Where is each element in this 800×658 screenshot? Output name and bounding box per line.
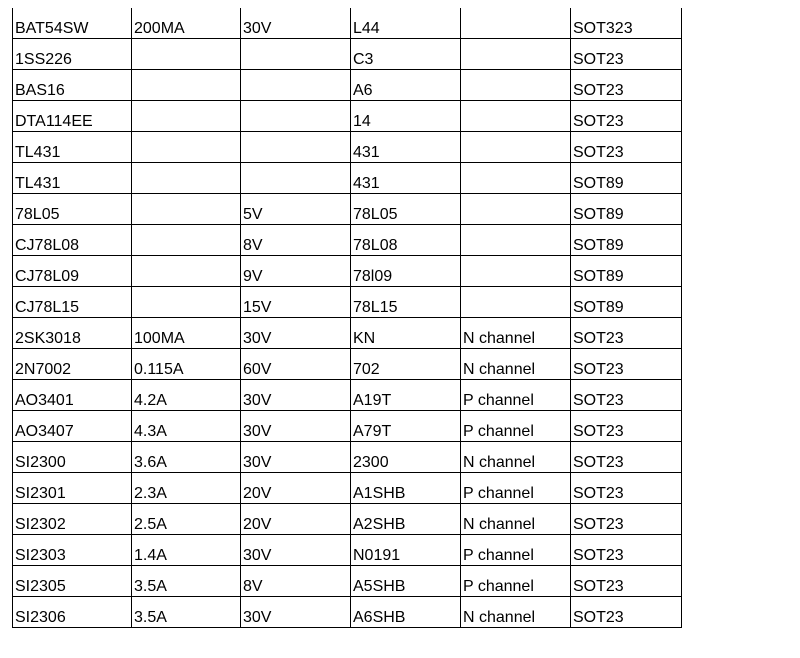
current-cell <box>132 38 241 69</box>
part-number-cell: DTA114EE <box>13 100 132 131</box>
marking-cell: A2SHB <box>351 503 461 534</box>
part-number-cell: AO3401 <box>13 379 132 410</box>
marking-cell: 78L08 <box>351 224 461 255</box>
table-row <box>13 8 682 38</box>
marking-cell: A79T <box>351 410 461 441</box>
package-cell: SOT23 <box>571 534 682 565</box>
marking-cell: A1SHB <box>351 472 461 503</box>
parts-table <box>12 8 682 628</box>
channel-cell <box>461 100 571 131</box>
table-row <box>13 38 682 69</box>
marking-cell: 14 <box>351 100 461 131</box>
channel-cell: N channel <box>461 503 571 534</box>
voltage-cell: 8V <box>241 565 351 596</box>
part-number-cell: SI2305 <box>13 565 132 596</box>
package-cell: SOT23 <box>571 348 682 379</box>
voltage-cell <box>241 162 351 193</box>
channel-cell <box>461 69 571 100</box>
part-number-cell: SI2303 <box>13 534 132 565</box>
package-cell: SOT89 <box>571 255 682 286</box>
part-number-cell: CJ78L15 <box>13 286 132 317</box>
voltage-cell: 30V <box>241 410 351 441</box>
table-row <box>13 410 682 441</box>
part-number-cell: CJ78L09 <box>13 255 132 286</box>
table-row <box>13 131 682 162</box>
voltage-cell: 8V <box>241 224 351 255</box>
marking-cell: L44 <box>351 8 461 38</box>
package-cell: SOT89 <box>571 162 682 193</box>
table-row <box>13 348 682 379</box>
current-cell <box>132 286 241 317</box>
part-number-cell: SI2306 <box>13 596 132 627</box>
table-row <box>13 193 682 224</box>
voltage-cell: 30V <box>241 379 351 410</box>
channel-cell: P channel <box>461 534 571 565</box>
channel-cell: P channel <box>461 565 571 596</box>
voltage-cell: 5V <box>241 193 351 224</box>
channel-cell: N channel <box>461 317 571 348</box>
part-number-cell: AO3407 <box>13 410 132 441</box>
package-cell: SOT23 <box>571 410 682 441</box>
channel-cell <box>461 255 571 286</box>
current-cell: 4.3A <box>132 410 241 441</box>
marking-cell: A6SHB <box>351 596 461 627</box>
part-number-cell: SI2300 <box>13 441 132 472</box>
package-cell: SOT89 <box>571 193 682 224</box>
current-cell: 3.5A <box>132 565 241 596</box>
marking-cell: 78l09 <box>351 255 461 286</box>
current-cell <box>132 162 241 193</box>
current-cell: 2.3A <box>132 472 241 503</box>
current-cell <box>132 69 241 100</box>
current-cell: 1.4A <box>132 534 241 565</box>
table-row <box>13 596 682 627</box>
package-cell: SOT89 <box>571 224 682 255</box>
voltage-cell: 30V <box>241 8 351 38</box>
table-row <box>13 286 682 317</box>
channel-cell: N channel <box>461 596 571 627</box>
marking-cell: 78L15 <box>351 286 461 317</box>
part-number-cell: BAS16 <box>13 69 132 100</box>
parts-sheet <box>12 8 682 628</box>
current-cell: 200MA <box>132 8 241 38</box>
table-row <box>13 534 682 565</box>
table-row <box>13 441 682 472</box>
part-number-cell: SI2301 <box>13 472 132 503</box>
voltage-cell: 15V <box>241 286 351 317</box>
channel-cell: P channel <box>461 410 571 441</box>
voltage-cell: 9V <box>241 255 351 286</box>
package-cell: SOT89 <box>571 286 682 317</box>
voltage-cell: 30V <box>241 441 351 472</box>
part-number-cell: 2SK3018 <box>13 317 132 348</box>
channel-cell <box>461 8 571 38</box>
part-number-cell: 1SS226 <box>13 38 132 69</box>
part-number-cell: BAT54SW <box>13 8 132 38</box>
table-row <box>13 255 682 286</box>
package-cell: SOT23 <box>571 441 682 472</box>
channel-cell <box>461 224 571 255</box>
channel-cell: N channel <box>461 348 571 379</box>
package-cell: SOT23 <box>571 379 682 410</box>
voltage-cell: 20V <box>241 503 351 534</box>
voltage-cell <box>241 38 351 69</box>
package-cell: SOT323 <box>571 8 682 38</box>
part-number-cell: TL431 <box>13 131 132 162</box>
current-cell: 4.2A <box>132 379 241 410</box>
marking-cell: 702 <box>351 348 461 379</box>
package-cell: SOT23 <box>571 503 682 534</box>
package-cell: SOT23 <box>571 131 682 162</box>
table-row <box>13 472 682 503</box>
voltage-cell <box>241 69 351 100</box>
current-cell: 3.5A <box>132 596 241 627</box>
package-cell: SOT23 <box>571 100 682 131</box>
table-row <box>13 69 682 100</box>
current-cell <box>132 193 241 224</box>
current-cell <box>132 131 241 162</box>
voltage-cell: 30V <box>241 534 351 565</box>
table-row <box>13 565 682 596</box>
marking-cell: A6 <box>351 69 461 100</box>
channel-cell: P channel <box>461 379 571 410</box>
package-cell: SOT23 <box>571 565 682 596</box>
package-cell: SOT23 <box>571 69 682 100</box>
channel-cell <box>461 38 571 69</box>
current-cell: 100MA <box>132 317 241 348</box>
channel-cell <box>461 286 571 317</box>
channel-cell <box>461 131 571 162</box>
marking-cell: 431 <box>351 162 461 193</box>
voltage-cell <box>241 100 351 131</box>
part-number-cell: 78L05 <box>13 193 132 224</box>
marking-cell: C3 <box>351 38 461 69</box>
package-cell: SOT23 <box>571 596 682 627</box>
voltage-cell: 60V <box>241 348 351 379</box>
marking-cell: A5SHB <box>351 565 461 596</box>
table-row <box>13 317 682 348</box>
voltage-cell: 30V <box>241 317 351 348</box>
channel-cell <box>461 193 571 224</box>
current-cell <box>132 224 241 255</box>
marking-cell: KN <box>351 317 461 348</box>
table-row <box>13 100 682 131</box>
parts-table-body <box>13 8 682 627</box>
marking-cell: 2300 <box>351 441 461 472</box>
current-cell: 0.115A <box>132 348 241 379</box>
voltage-cell: 20V <box>241 472 351 503</box>
table-row <box>13 162 682 193</box>
current-cell: 3.6A <box>132 441 241 472</box>
package-cell: SOT23 <box>571 472 682 503</box>
part-number-cell: SI2302 <box>13 503 132 534</box>
current-cell <box>132 100 241 131</box>
voltage-cell: 30V <box>241 596 351 627</box>
package-cell: SOT23 <box>571 38 682 69</box>
current-cell <box>132 255 241 286</box>
marking-cell: A19T <box>351 379 461 410</box>
part-number-cell: TL431 <box>13 162 132 193</box>
package-cell: SOT23 <box>571 317 682 348</box>
channel-cell <box>461 162 571 193</box>
table-row <box>13 379 682 410</box>
marking-cell: 431 <box>351 131 461 162</box>
part-number-cell: CJ78L08 <box>13 224 132 255</box>
current-cell: 2.5A <box>132 503 241 534</box>
marking-cell: 78L05 <box>351 193 461 224</box>
channel-cell: N channel <box>461 441 571 472</box>
table-row <box>13 224 682 255</box>
channel-cell: P channel <box>461 472 571 503</box>
part-number-cell: 2N7002 <box>13 348 132 379</box>
voltage-cell <box>241 131 351 162</box>
table-row <box>13 503 682 534</box>
marking-cell: N0191 <box>351 534 461 565</box>
